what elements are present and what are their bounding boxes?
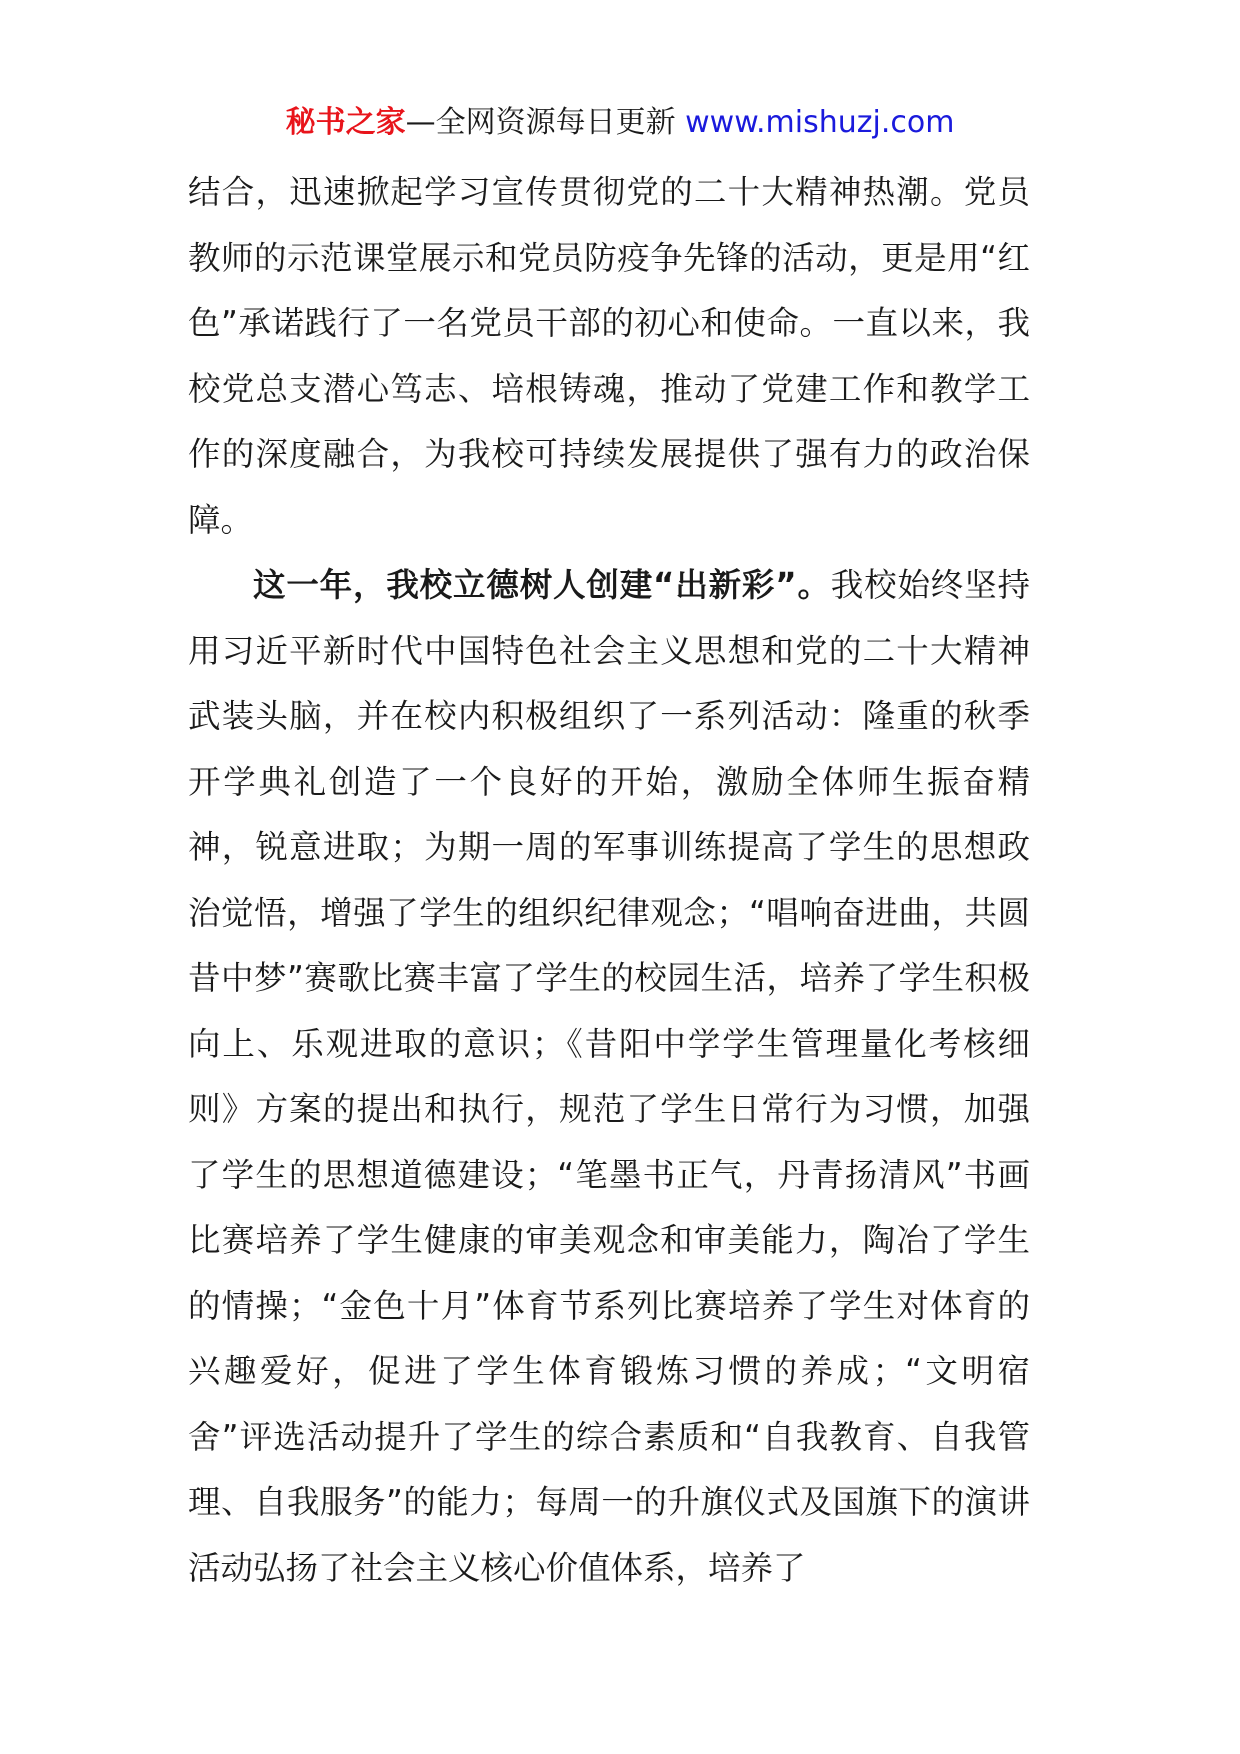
paragraph-text: 我校始终坚持用习近平新时代中国特色社会主义思想和党的二十大精神武装头脑，并在校内积极组织了一系列活动：隆重的秋季开学典礼创造了一个良好的开始，激励全体师生振奋精神，锐意进取；为期一周的军事训练提高了学生的思想政治觉悟，增强了学生的组织纪律观念；“唱响奋进曲，共圆昔中梦”赛歌比赛丰富了学生的校园生活，培养了学生积极向上、乐观进取的意识；《昔阳中学学生管理量化考核细则》方案的提出和执行，规范了学生日常行为习惯，加强了学生的思想道德建设；“笔墨书正气，丹青扬清风”书画比赛培养了学生健康的审美观念和审美能力，陶冶了学生的情操；“金色十月”体育节系列比赛培养了学生对体育的兴趣爱好，促进了学生体育锻炼习惯的养成；“文明宿舍”评选活动提升了学生的综合素质和“自我教育、自我管理、自我服务”的能力；每周一的升旗仪式及国旗下的演讲活动弘扬了社会主义核心价值体系，培养了 xyxy=(188,566,1030,1587)
brand-name: 秘书之家 xyxy=(285,105,406,140)
header-tagline: —全网资源每日更新 xyxy=(405,105,686,140)
website-link[interactable]: www.mishuzj.com xyxy=(685,105,955,140)
page-header xyxy=(0,103,1240,143)
paragraph-lead-heading: 这一年，我校立德树人创建“出新彩”。 xyxy=(253,566,831,604)
paragraph: 结合，迅速掀起学习宣传贯彻党的二十大精神热潮。党员教师的示范课堂展示和党员防疫争先锋的活动，更是用“红色”承诺践行了一名党员干部的初心和使命。一直以来，我校党总支潜心笃志、培根铸魂，推动了党建工作和教学工作的深度融合，为我校可持续发展提供了强有力的政治保障。 xyxy=(188,173,1030,539)
document-body xyxy=(188,160,1030,1601)
paragraph xyxy=(188,553,1030,1601)
